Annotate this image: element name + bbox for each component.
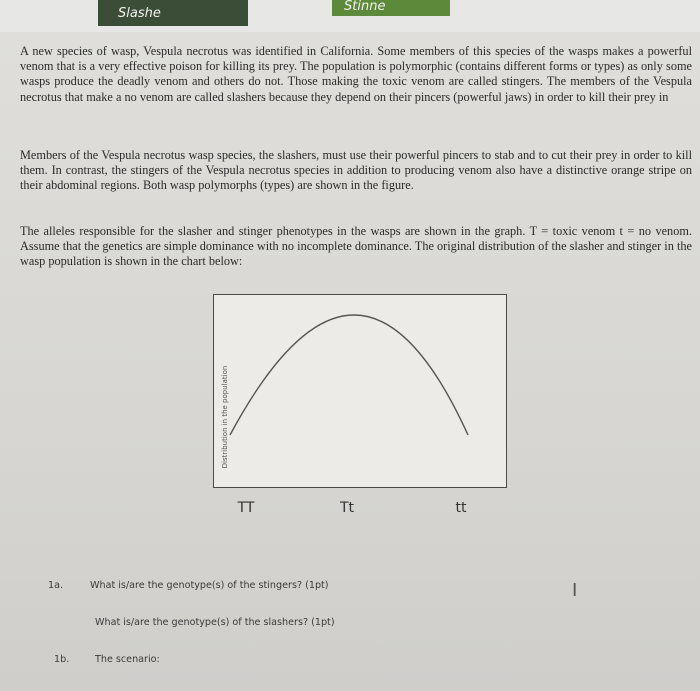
chart-plot-area <box>214 295 505 486</box>
text-cursor-icon: I <box>572 580 578 601</box>
stinger-caption-text: Stinne <box>344 0 386 14</box>
distribution-chart <box>213 294 507 488</box>
slasher-image-caption <box>98 0 248 26</box>
x-tick-Tt: Tt <box>339 500 355 516</box>
x-tick-tt: tt <box>455 500 467 516</box>
chart-y-axis-label: Distribution in the population <box>221 365 229 469</box>
x-tick-TT: TT <box>237 500 255 516</box>
question-1a-number: 1a. <box>48 580 64 591</box>
intro-paragraph: A new species of wasp, Vespula necrotus was identified in California. Some members of this species of the wasps makes a powerful venom that is a very effective poison for killing its prey. The population is polymorphic (contains different forms or types) as only some wasps produce the deadly venom and others do not. Those making the toxic venom are called stingers. The members of the Vespula necrotus that make a no venom are called slashers because they depend on their pincers (powerful jaws) in order to kill their prey in <box>20 44 692 104</box>
question-1b-number: 1b. <box>54 654 70 665</box>
distribution-curve <box>230 315 468 435</box>
slasher-caption-text: Slashe <box>118 5 161 21</box>
alleles-paragraph: The alleles responsible for the slasher and stinger phenotypes in the wasps are shown in the graph. T = toxic venom t = no venom. Assume that the genetics are simple dominance with no incomplete dominance. The original distribution of the slasher and stinger in the wasp population is shown in the chart below: <box>20 224 692 269</box>
polymorph-paragraph: Members of the Vespula necrotus wasp species, the slashers, must use their powerful pincers to stab and to cut their prey in order to kill them. In contrast, the stingers of the Vespula necrotus species in addition to producing venom also have a distinctive orange stripe on their abdominal regions. Both wasp polymorphs (types) are shown in the figure. <box>20 148 692 193</box>
stinger-image-caption <box>332 0 450 16</box>
question-1b-text: The scenario: <box>95 654 160 665</box>
question-1a-part2-text: What is/are the genotype(s) of the slashers? (1pt) <box>95 617 335 628</box>
question-1a-text: What is/are the genotype(s) of the stingers? (1pt) <box>90 580 329 591</box>
